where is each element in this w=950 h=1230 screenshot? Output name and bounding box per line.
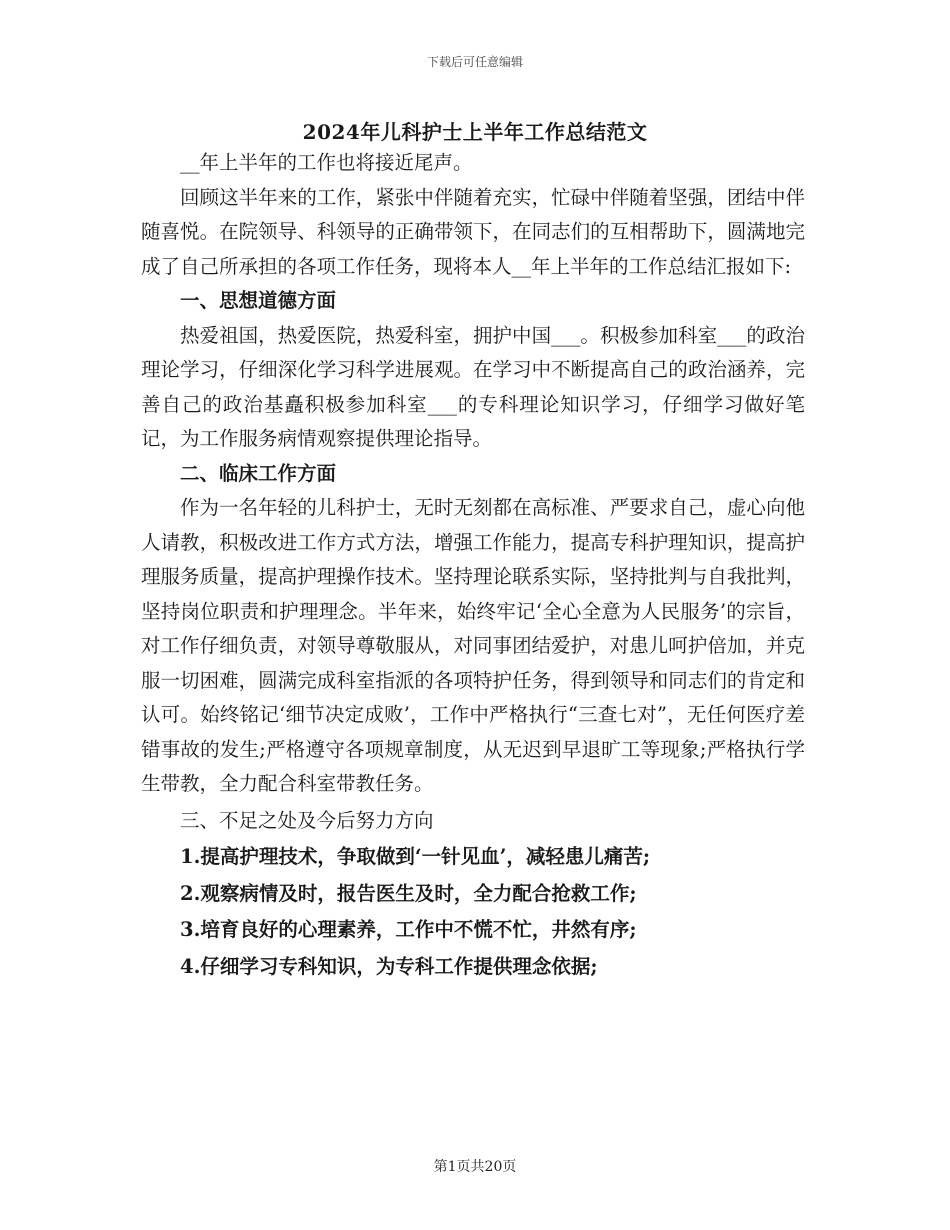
list-item: 4.仔细学习专科知识，为专科工作提供理念依据; [180,954,598,978]
document-body [141,146,805,984]
paragraph-intro: __年上半年的工作也将接近尾声。 [180,151,473,174]
document-title: 2024年儿科护士上半年工作总结范文 [302,120,648,144]
list-item: 1.提高护理技术，争取做到‘一针见血’，减轻患儿痛苦; [180,845,651,868]
section-heading-improvement: 三、不足之处及今后努力方向 [180,808,434,832]
page-footer: 第1页共20页 [433,1159,517,1175]
paragraph-review: 回顾这半年来的工作，紧张中伴随着充实，忙碌中伴随着坚强，团结中伴随喜悦。在院领导、科领导的正确带领下，在同志们的互相帮助下，圆满地完成了自己所承担的各项工作任务，现将本人__年上半年的工作总结汇报如下: [141,185,805,278]
page-header-note: 下载后可任意编辑 [426,55,523,69]
list-item: 3.培育良好的心理素养，工作中不慌不忙，井然有序; [180,918,637,941]
section-heading-clinical: 二、临床工作方面 [180,461,337,485]
paragraph-clinical: 作为一名年轻的儿科护士，无时无刻都在高标准、严要求自己，虚心向他人请教，积极改进工作方式方法，增强工作能力，提高专科护理知识，提高护理服务质量，提高护理操作技术。坚持理论联系实际，坚持批判与自我批判，坚持岗位职责和护理理念。半年来，始终牢记‘全心全意为人民服务’的宗旨，对工作仔细负责，对领导尊敬服从，对同事团结爱护，对患儿呵护倍加，并克服一切困难，圆满完成科室指派的各项特护任务，得到领导和同志们的肯定和认可。始终铭记‘细节决定成败’，工作中严格执行“三查七对”，无任何医疗差错事故的发生;严格遵守各项规章制度，从无迟到早退旷工等现象;严格执行学生带教，全力配合科室带教任务。 [141,496,805,795]
list-item: 2.观察病情及时，报告医生及时，全力配合抢救工作; [180,881,637,905]
section-heading-moral: 一、思想道德方面 [180,289,337,312]
paragraph-moral: 热爱祖国，热爱医院，热爱科室，拥护中国___。积极参加科室___的政治理论学习，仔细深化学习科学进展观。在学习中不断提高自己的政治涵养，完善自己的政治基矗积极参加科室___的专科理论知识学习，仔细学习做好笔记，为工作服务病情观察提供理论指导。 [141,323,805,450]
